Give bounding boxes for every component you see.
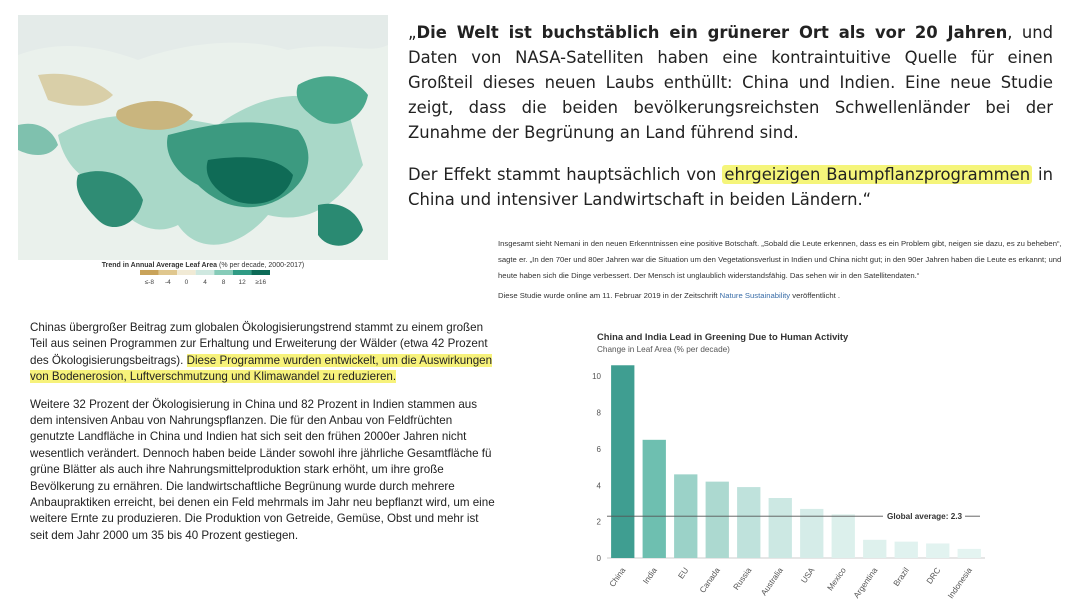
y-tick-label: 10 xyxy=(592,372,601,382)
bar-mexico xyxy=(832,514,855,558)
bar-canada xyxy=(706,482,729,558)
legend-swatch xyxy=(159,270,178,275)
category-label: Mexico xyxy=(825,565,848,593)
article-text-1: Chinas übergroßer Beitrag zum globalen Ökologisierungstrend stammt zu einem großen Teil aus seinen Programmen zur Erhaltung und Erweiterung der Wälder (etwa 42 Prozent des Ökologisierungsbeitrags). xyxy=(30,321,488,367)
article-paragraph-1 xyxy=(30,320,496,386)
chart-title: China and India Lead in Greening Due to Human Activity xyxy=(597,331,849,342)
quote-body-2a: Der Effekt stammt hauptsächlich von xyxy=(408,165,723,184)
y-tick-label: 2 xyxy=(596,517,601,527)
legend-tick-label: -4 xyxy=(164,279,171,286)
quote-body-1: , und Daten von NASA-Satelliten haben eine kontraintuitive Quelle für einen Großteil dieses neuen Laubs enthüllt: China und Indien. Eine neue Studie zeigt, dass die beiden bevölkerungsreichsten Schwellenländer bei der Zunahme der Begrünung an Land führend sind. xyxy=(408,23,1054,142)
map-caption-units: (% per decade, 2000-2017) xyxy=(217,262,305,269)
global-average-label: Global average: 2.3 xyxy=(887,512,963,522)
category-label: Canada xyxy=(698,565,722,595)
legend-tick-label: 0 xyxy=(184,279,189,286)
legend-swatch xyxy=(251,270,270,275)
greening-bar-chart xyxy=(585,326,990,605)
chart-ylabel: Change in Leaf Area (% per decade) xyxy=(597,345,730,354)
legend-swatch xyxy=(140,270,159,275)
bar-china xyxy=(611,365,634,558)
y-tick-label: 4 xyxy=(596,481,601,491)
category-label: Australia xyxy=(759,565,785,598)
category-label: Brazil xyxy=(891,565,911,588)
article-highlight: Diese Programme wurden entwickelt, um die Auswirkungen von Bodenerosion, Luftverschmutzung und Klimawandel zu reduzieren. xyxy=(30,353,493,384)
bar-russia xyxy=(737,487,760,558)
y-tick-label: 8 xyxy=(596,408,601,418)
category-label: India xyxy=(641,565,659,586)
legend-tick-label: 12 xyxy=(238,279,246,286)
news-paragraph-1: Insgesamt sieht Nemani in den neuen Erkenntnissen eine positive Botschaft. „Sobald die Leute erkennen, dass es ein Problem gibt, neigen sie dazu, es zu beheben“, sagte er. „In den 70er und 80er Jahren war die Situation um den Vegetationsverlust in Indien und China nicht gut; in den 90er Jahren haben die Leute es erkannt; und heute haben sich die Dinge verbessert. Der Mensch ist unglaublich widerstandsfähig. Das sehen wir in den Satellitendaten.“ xyxy=(498,239,1062,280)
category-label: DRC xyxy=(924,565,943,586)
legend-tick-label: ≤-8 xyxy=(144,279,154,286)
legend-tick-label: ≥16 xyxy=(255,279,267,286)
news-excerpt xyxy=(498,236,1066,308)
map-graphic xyxy=(18,15,388,260)
map-legend xyxy=(140,270,270,286)
category-label: China xyxy=(607,565,628,589)
bar-india xyxy=(643,440,666,558)
news-source-text: Diese Studie wurde online am 11. Februar 2019 in der Zeitschrift xyxy=(498,291,720,300)
y-tick-label: 6 xyxy=(596,444,601,454)
journal-link[interactable]: Nature Sustainability xyxy=(719,291,791,300)
category-label: Russia xyxy=(731,565,754,592)
quote-headline: Die Welt ist buchstäblich ein grünerer Ort als vor 20 Jahren xyxy=(416,23,1008,42)
category-label: Argentina xyxy=(851,565,880,600)
quote-block xyxy=(408,20,1053,229)
news-paragraph-2 xyxy=(498,288,1066,304)
legend-swatch xyxy=(233,270,252,275)
legend-tick-label: 8 xyxy=(221,279,226,286)
quote-open-mark: „ xyxy=(408,23,417,42)
leaf-area-map xyxy=(18,15,388,260)
bar-indonesia xyxy=(958,549,981,558)
category-label: USA xyxy=(799,565,817,585)
legend-swatch xyxy=(214,270,233,275)
y-tick-label: 0 xyxy=(596,554,601,563)
category-label: Indonesia xyxy=(946,565,974,601)
legend-tick-label: 4 xyxy=(203,279,207,286)
map-caption-title: Trend in Annual Average Leaf Area xyxy=(101,262,218,269)
quote-highlight: ehrgeizigen Baumpflanzprogrammen xyxy=(724,165,1031,184)
quote-paragraph-2 xyxy=(408,162,1053,212)
quote-paragraph-1 xyxy=(408,20,1053,145)
bar-australia xyxy=(769,498,792,558)
category-label: EU xyxy=(676,565,691,581)
article-paragraph-2: Weitere 32 Prozent der Ökologisierung in China und 82 Prozent in Indien stammen aus dem intensiven Anbau von Nahrungspflanzen. Die für den Anbau von Feldfrüchten genutzte Landfläche in China und Indien hat sich seit den frühen 2000er Jahren nicht wesentlich verändert. Dennoch haben beide Länder sowohl ihre jährliche Gesamtfläche fü grüne Blätter als auch ihre Nahrungsmittelproduktion stark erhöht, um ihre große Bevölkerung zu ernähren. Die landwirtschaftliche Begrünung wurde durch mehrere Anbaupraktiken erreicht, bei denen ein Feld mehrmals im Jahr neu bepflanzt wird, um eine weitere Ernte zu produzieren. Die Produktion von Getreide, Gemüse, Obst und mehr ist seit dem Jahr 2000 um 35 bis 40 Prozent gestiegen. xyxy=(30,397,495,542)
map-caption xyxy=(18,262,388,269)
news-source-end: veröffentlicht . xyxy=(790,291,841,300)
article-block xyxy=(30,320,496,555)
legend-swatch xyxy=(196,270,215,275)
bar-argentina xyxy=(863,540,886,558)
bar-brazil xyxy=(895,542,918,558)
quote-body-2b: in China und intensiver Landwirtschaft in beiden Ländern.“ xyxy=(408,165,1053,209)
bar-drc xyxy=(926,543,949,558)
legend-swatch xyxy=(177,270,196,275)
